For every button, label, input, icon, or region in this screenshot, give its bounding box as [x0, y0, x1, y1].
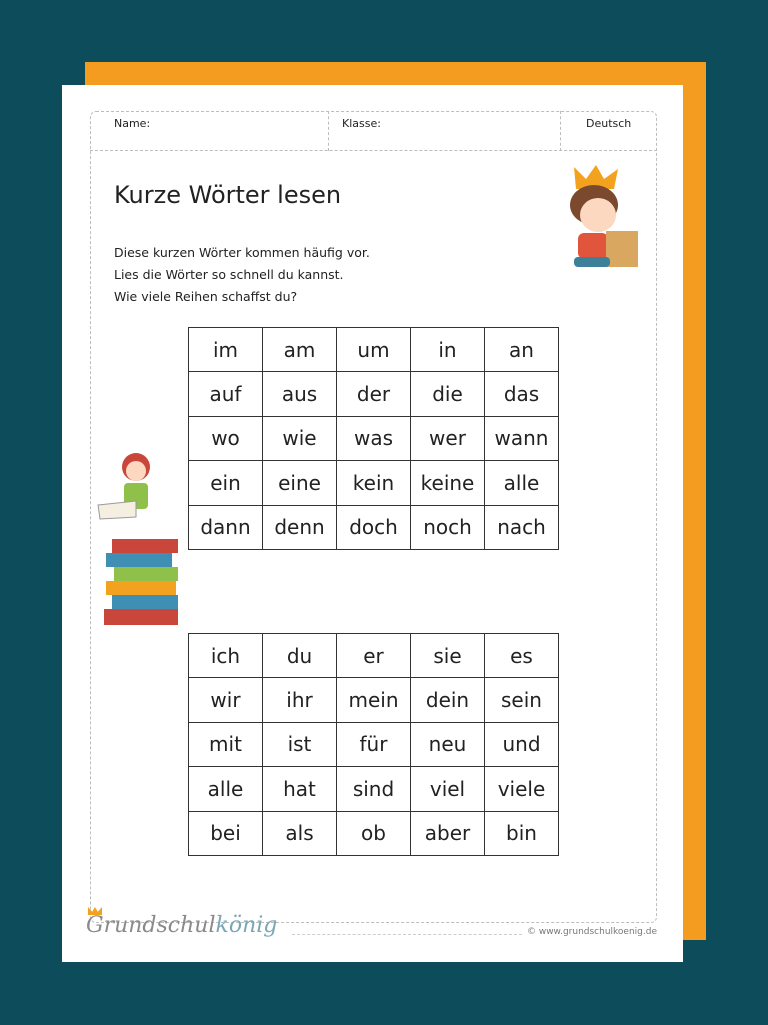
table-row — [189, 811, 559, 855]
word-cell: kein — [337, 461, 411, 505]
word-cell: aus — [263, 372, 337, 416]
table-row — [189, 767, 559, 811]
word-cell: als — [263, 811, 337, 855]
word-cell: dein — [411, 678, 485, 722]
word-cell: dann — [189, 505, 263, 549]
worksheet — [62, 85, 683, 962]
divider — [560, 111, 561, 151]
word-cell: wann — [485, 416, 559, 460]
table-row — [189, 461, 559, 505]
footer-divider — [292, 934, 522, 935]
word-cell: für — [337, 722, 411, 766]
divider — [328, 111, 329, 151]
word-cell: das — [485, 372, 559, 416]
instruction-line: Lies die Wörter so schnell du kannst. — [114, 267, 344, 282]
instruction-line: Wie viele Reihen schaffst du? — [114, 289, 298, 304]
word-cell: der — [337, 372, 411, 416]
word-cell: alle — [189, 767, 263, 811]
subject-label: Deutsch — [586, 117, 632, 130]
word-cell: er — [337, 634, 411, 678]
word-cell: sein — [485, 678, 559, 722]
word-cell: doch — [337, 505, 411, 549]
copyright: © www.grundschulkoenig.de — [526, 927, 657, 937]
word-cell: neu — [411, 722, 485, 766]
word-cell: ihr — [263, 678, 337, 722]
instructions — [114, 242, 370, 308]
word-cell: ist — [263, 722, 337, 766]
word-cell: keine — [411, 461, 485, 505]
logo — [86, 913, 277, 938]
table-row — [189, 372, 559, 416]
table-row — [189, 416, 559, 460]
word-cell: aber — [411, 811, 485, 855]
word-cell: an — [485, 328, 559, 372]
word-cell: auf — [189, 372, 263, 416]
table-row — [189, 505, 559, 549]
word-cell: nach — [485, 505, 559, 549]
word-cell: im — [189, 328, 263, 372]
instruction-line: Diese kurzen Wörter kommen häufig vor. — [114, 245, 370, 260]
word-cell: noch — [411, 505, 485, 549]
page-title: Kurze Wörter lesen — [114, 181, 342, 209]
word-cell: ob — [337, 811, 411, 855]
word-cell: denn — [263, 505, 337, 549]
word-cell: wir — [189, 678, 263, 722]
word-cell: ich — [189, 634, 263, 678]
table-row — [189, 634, 559, 678]
word-table-1 — [188, 327, 559, 550]
word-cell: viel — [411, 767, 485, 811]
word-cell: alle — [485, 461, 559, 505]
girl-on-books-illustration — [92, 447, 184, 643]
word-cell: du — [263, 634, 337, 678]
word-cell: wie — [263, 416, 337, 460]
table-row — [189, 328, 559, 372]
word-cell: um — [337, 328, 411, 372]
word-cell: die — [411, 372, 485, 416]
word-cell: es — [485, 634, 559, 678]
word-cell: am — [263, 328, 337, 372]
logo-text-accent: könig — [215, 913, 278, 938]
word-cell: wer — [411, 416, 485, 460]
word-cell: ein — [189, 461, 263, 505]
word-cell: hat — [263, 767, 337, 811]
worksheet-header — [90, 111, 657, 151]
table-row — [189, 722, 559, 766]
table-row — [189, 678, 559, 722]
name-label: Name: — [114, 117, 151, 130]
word-cell: in — [411, 328, 485, 372]
word-cell: wo — [189, 416, 263, 460]
word-cell: bei — [189, 811, 263, 855]
word-cell: sie — [411, 634, 485, 678]
word-cell: sind — [337, 767, 411, 811]
word-cell: eine — [263, 461, 337, 505]
word-cell: viele — [485, 767, 559, 811]
boy-with-crown-illustration — [562, 163, 644, 271]
word-table-2 — [188, 633, 559, 856]
logo-text: Grundschul — [86, 913, 216, 938]
word-cell: bin — [485, 811, 559, 855]
word-cell: was — [337, 416, 411, 460]
word-cell: mit — [189, 722, 263, 766]
class-label: Klasse: — [342, 117, 381, 130]
word-cell: und — [485, 722, 559, 766]
word-cell: mein — [337, 678, 411, 722]
